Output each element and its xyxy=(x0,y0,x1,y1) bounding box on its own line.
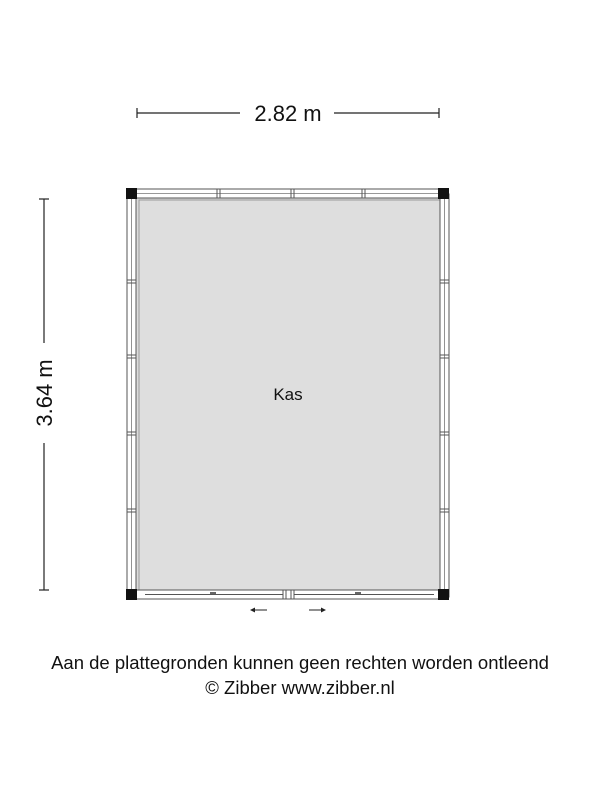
height-dimension xyxy=(32,199,57,590)
left-wall xyxy=(127,194,136,597)
sliding-door-arrows xyxy=(250,608,326,613)
corner-post-bottom-left xyxy=(126,589,137,600)
top-wall xyxy=(131,189,448,198)
arrow-right-icon xyxy=(309,608,326,613)
corner-post-top-left xyxy=(126,188,137,199)
corner-post-bottom-right xyxy=(438,589,449,600)
width-label: 2.82 m xyxy=(254,101,322,126)
bottom-wall xyxy=(131,590,448,599)
disclaimer-text: Aan de plattegronden kunnen geen rechten worden ontleend xyxy=(51,652,549,673)
width-dimension xyxy=(137,101,439,126)
corner-post-top-right xyxy=(438,188,449,199)
room-kas xyxy=(126,188,449,613)
room-label: Kas xyxy=(273,385,303,404)
arrow-left-icon xyxy=(250,608,267,613)
copyright-text: © Zibber www.zibber.nl xyxy=(205,677,395,698)
height-label: 3.64 m xyxy=(32,359,57,427)
right-wall xyxy=(440,194,449,597)
